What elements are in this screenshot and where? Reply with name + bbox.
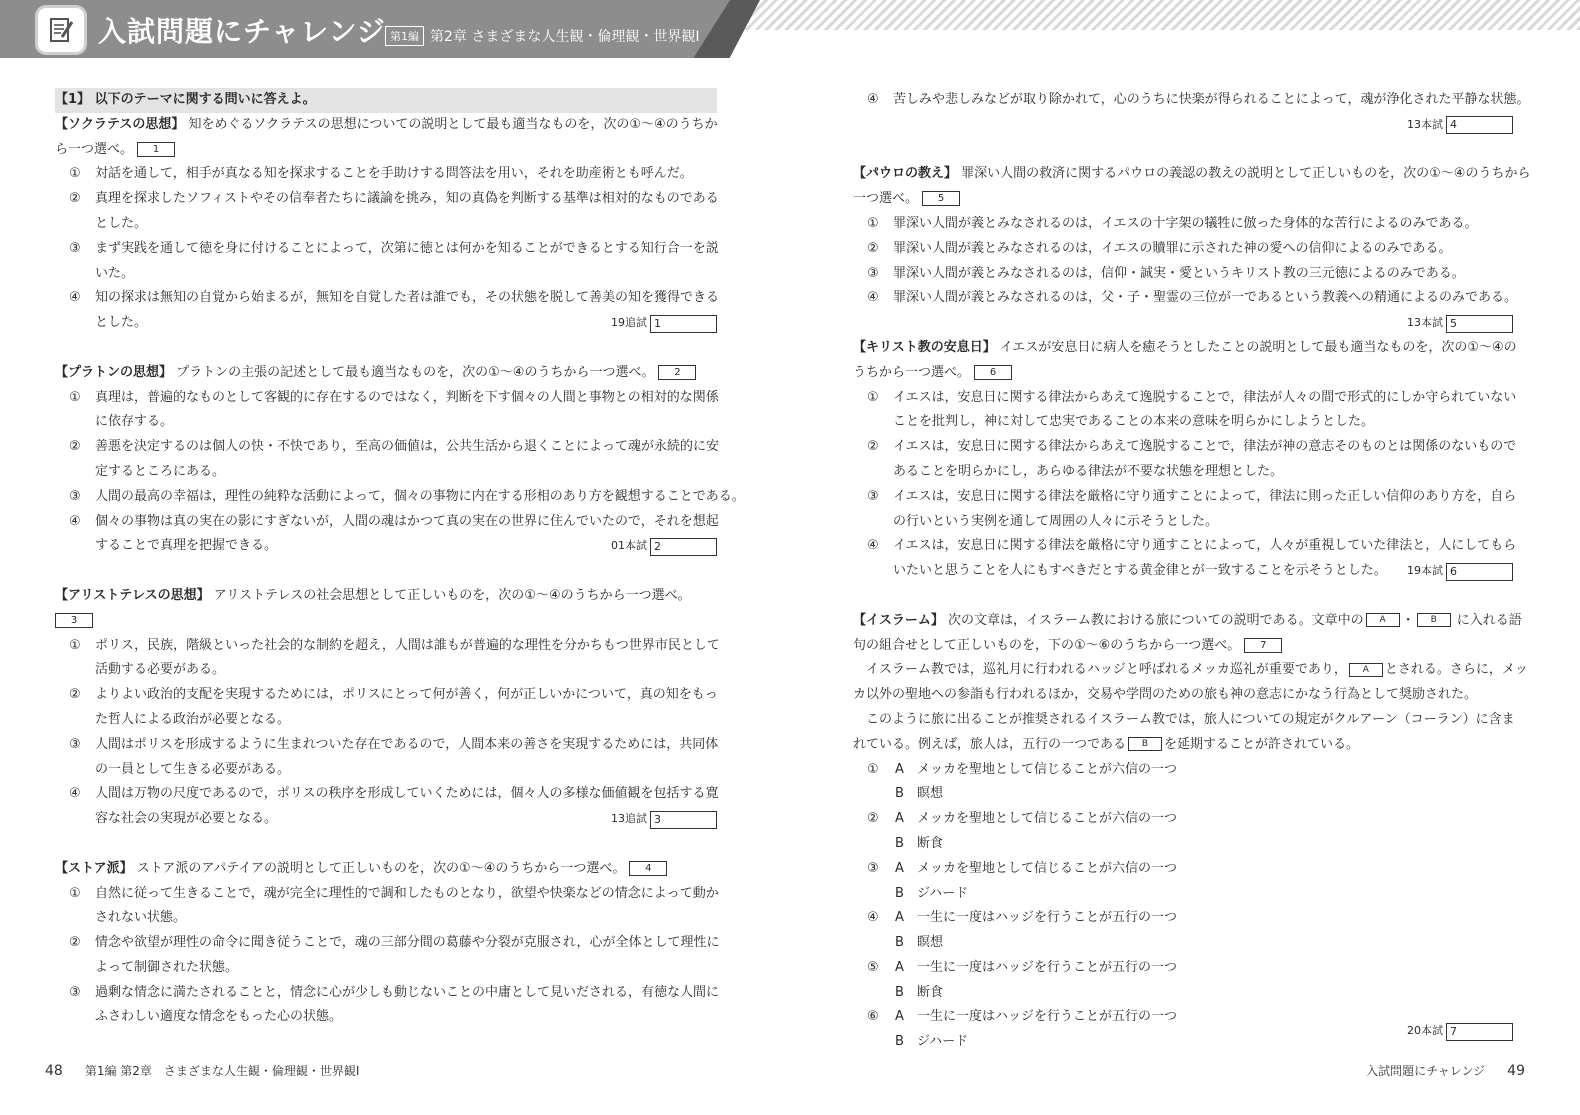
option-item: ④ イエスは，安息日に関する律法を厳格に守り通すことによって，人々が重視していた律法と，人にしてもら xyxy=(867,538,1517,554)
header-title: 入試問題にチャレンジ xyxy=(98,15,386,48)
option-item: ⑥ A 一生に一度はハッジを行うことが五行の一つ xyxy=(867,1009,1178,1025)
option-continuation: B 断食 xyxy=(895,835,944,851)
answer-box: 2 xyxy=(650,538,717,556)
page-number-left: 48 xyxy=(45,1062,63,1079)
option-item: ③ 罪深い人間が義とみなされるのは，信仰・誠実・愛というキリスト教の三元徳によるのみである。 xyxy=(867,265,1465,281)
islam-passage: れている。例えば，旅人は，五行の一つである B を延期することが許されている。 xyxy=(853,736,1360,752)
islam-stem-cont: 句の組合せとして正しいものを，下の①～⑥のうちから一つ選べ。 7 xyxy=(853,634,1513,659)
option-item: ③ 人間はポリスを形成するように生まれついた存在であるので，人間本来の善さを実現するためには，共同体 xyxy=(69,736,719,752)
option-continuation: B ジハード xyxy=(895,885,969,901)
footer-chapter-text: 第1編 第2章 さまざまな人生観・倫理観・世界観Ⅰ xyxy=(84,1064,360,1078)
option-item: ③ A メッカを聖地として信じることが六信の一つ xyxy=(867,860,1178,876)
page-header xyxy=(0,0,1580,58)
islam-passage: このように旅に出ることが推奨されるイスラーム教では，旅人についての規定がクルアーン（コーラン）に含ま xyxy=(866,711,1515,727)
option-continuation: B 瞑想 xyxy=(895,786,944,802)
answer-number-box: 3 xyxy=(55,613,93,628)
option-item: ② 善悪を決定するのは個人の快・不快であり，至高の価値は，公共生活から退くことによって魂が永続的に安 xyxy=(69,439,720,455)
option-continuation: されない状態。 xyxy=(95,910,187,926)
paul-stem-cont: 一つ選べ。 5 xyxy=(853,187,1513,212)
blank-a: A xyxy=(1366,613,1400,627)
blank-a: A xyxy=(1349,663,1383,677)
plato-stem: 【プラトンの思想】 プラトンの主張の記述として最も適当なものを，次の①～④のうちから一つ選べ。 2 xyxy=(55,361,717,386)
answer-box: 6 xyxy=(1446,563,1513,581)
stoa-title: 【ストア派】 xyxy=(55,860,133,876)
answer-number-box: 2 xyxy=(658,365,696,380)
exam-citation: 13追試 3 xyxy=(611,807,717,832)
option-item: ② 罪深い人間が義とみなされるのは，イエスの贖罪に示された神の愛への信仰によるのみである。 xyxy=(867,240,1452,256)
option-continuation: いた。 xyxy=(95,265,135,281)
right-column xyxy=(853,88,1531,1055)
option-continuation: B 瞑想 xyxy=(895,935,944,951)
socrates-title: 【ソクラテスの思想】 xyxy=(55,116,185,132)
islam-title: 【イスラーム】 xyxy=(853,612,944,628)
header-chapter xyxy=(385,26,700,46)
answer-number-box: 4 xyxy=(629,861,667,876)
footer-title-text: 入試問題にチャレンジ xyxy=(1366,1064,1486,1078)
option-item: ③ 過剰な情念に満たされることと，情念に心が少しも動じないことの中庸として見いだされる，有徳な人間に xyxy=(69,984,720,1000)
option-continuation: 容な社会の実現が必要となる。 13追試 3 xyxy=(55,807,717,832)
option-continuation: とした。 xyxy=(95,215,148,231)
option-item: ① ポリス，民族，階級といった社会的な制約を超え，人間は誰もが普遍的な理性を分かちもつ世界市民として xyxy=(69,637,720,653)
option-item: ④ 人間は万物の尺度であるので，ポリスの秩序を形成していくためには，個々人の多様な価値観を包括する寛 xyxy=(69,786,719,802)
socrates-stem-cont: ら一つ選べ。 1 xyxy=(55,138,717,163)
exam-citation: 19追試 1 xyxy=(611,311,717,336)
header-chapter-title: 第2章 さまざまな人生観・倫理観・世界観Ⅰ xyxy=(430,29,700,45)
option-item: ④ 苦しみや悲しみなどが取り除かれて，心のうちに快楽が得られることによって，魂が浄化された平静な状態。 xyxy=(867,92,1530,107)
stoa-stem: 【ストア派】 ストア派のアパテイアの説明として正しいものを，次の①～④のうちから一つ選べ。 4 xyxy=(55,857,717,882)
answer-box: 4 xyxy=(1446,116,1513,134)
exam-citation: 20本試 7 xyxy=(1407,1019,1513,1044)
sabbath-title: 【キリスト教の安息日】 xyxy=(853,339,996,355)
option-item: ③ 人間の最高の幸福は，理性の純粋な活動によって，個々の事物に内在する形相のあり方を観想することである。 xyxy=(69,488,745,504)
left-column xyxy=(55,88,745,1030)
option-item: ② よりよい政治的支配を実現するためには，ポリスにとって何が善く，何が正しいかについて，真の知をもっ xyxy=(69,687,718,703)
footer-left xyxy=(45,1062,359,1079)
option-continuation: ふさわしい適度な情念をもった心の状態。 xyxy=(95,1009,343,1025)
option-item: ④ A 一生に一度はハッジを行うことが五行の一つ xyxy=(867,910,1178,926)
option-continuation: の行いという実例を通して周囲の人々に示そうとした。 xyxy=(893,513,1219,529)
option-continuation: に依存する。 xyxy=(95,414,174,430)
option-item: ④ 知の探求は無知の自覚から始まるが，無知を自覚した者は誰でも，その状態を脱して善美の知を獲得できる xyxy=(69,290,720,306)
option-item: ④ 個々の事物は真の実在の影にすぎないが，人間の魂はかつて真の実在の世界に住んでいたので，それを想起 xyxy=(69,513,719,529)
answer-box: 5 xyxy=(1446,315,1513,333)
option-continuation: た哲人による政治が必要となる。 xyxy=(95,711,291,727)
option-continuation: とした。 19追試 1 xyxy=(55,311,717,336)
option-continuation: 定するところにある。 xyxy=(95,463,226,479)
exam-citation: 13本試 5 xyxy=(853,311,1513,336)
notebook-pencil-icon xyxy=(38,8,84,52)
option-continuation: ことを批判し，神に対して忠実であることの本来の意味を明らかにしようとした。 xyxy=(893,414,1375,430)
answer-number-box: 7 xyxy=(1244,638,1282,653)
paul-stem: 【パウロの教え】 罪深い人間の救済に関するパウロの義認の教えの説明として正しいものを，次の①～④のうちから xyxy=(853,166,1531,182)
option-continuation: いたいと思うことを人にもすべきだとする黄金律とが一致することを示そうとした。 19本試 6 xyxy=(853,559,1513,584)
option-item: ② 真理を探求したソフィストやその信奉者たちに議論を挑み，知の真偽を判断する基準は相対的なものである xyxy=(69,191,719,207)
blank-b: B xyxy=(1417,613,1451,627)
header-stripe-decoration xyxy=(700,0,1580,30)
islam-stem: 【イスラーム】 次の文章は，イスラーム教における旅についての説明である。文章中の A ・ B に入れる語 xyxy=(853,612,1522,628)
header-part-tag: 第1編 xyxy=(385,26,424,46)
option-continuation: あることを明らかにし，あらゆる律法が不要な状態を理想とした。 xyxy=(893,463,1284,479)
option-item: ⑤ A 一生に一度はハッジを行うことが五行の一つ xyxy=(867,959,1178,975)
aristotle-box-line xyxy=(55,609,717,634)
option-continuation: 活動する必要がある。 xyxy=(95,662,226,678)
option-item: ④ 罪深い人間が義とみなされるのは，父・子・聖霊の三位が一であるという教義への精通によるのみである。 xyxy=(867,290,1518,306)
answer-number-box: 6 xyxy=(974,365,1012,380)
option-continuation: B ジハード 20本試 7 xyxy=(853,1030,1513,1055)
option-item: ② イエスは，安息日に関する律法からあえて逸脱することで，律法が神の意志そのものとは関係のないもので xyxy=(867,439,1517,455)
socrates-stem: 【ソクラテスの思想】 知をめぐるソクラテスの思想についての説明として最も適当なものを，次の①～④のうちか xyxy=(55,116,718,132)
option-continuation: することで真理を把握できる。 01本試 2 xyxy=(55,534,717,559)
page-number-right: 49 xyxy=(1507,1062,1525,1079)
plato-title: 【プラトンの思想】 xyxy=(55,364,173,380)
option-item: ② 情念や欲望が理性の命令に聞き従うことで，魂の三部分間の葛藤や分裂が克服され，心が全体として理性に xyxy=(69,935,720,951)
option-item: ③ イエスは，安息日に関する律法を厳格に守り通すことによって，律法に則った正しい信仰のあり方を，自ら xyxy=(867,488,1517,504)
answer-box: 7 xyxy=(1446,1023,1513,1041)
aristotle-title: 【アリストテレスの思想】 xyxy=(55,587,210,603)
paul-title: 【パウロの教え】 xyxy=(853,166,958,182)
option-item: ② A メッカを聖地として信じることが六信の一つ xyxy=(867,811,1178,827)
footer-right xyxy=(1366,1062,1525,1079)
option-item: ① 真理は，普遍的なものとして客観的に存在するのではなく，判断を下す個々の人間と事物との相対的な関係 xyxy=(69,389,719,405)
answer-box: 3 xyxy=(650,811,717,829)
option-item: ① 罪深い人間が義とみなされるのは，イエスの十字架の犠牲に倣った身体的な苦行によるのみである。 xyxy=(867,215,1478,231)
answer-number-box: 5 xyxy=(922,191,960,206)
blank-b: B xyxy=(1128,737,1162,751)
option-continuation: B 断食 xyxy=(895,984,944,1000)
answer-number-box: 1 xyxy=(137,142,175,157)
exam-citation: 01本試 2 xyxy=(611,534,717,559)
exam-citation: 13本試 4 xyxy=(853,113,1513,138)
answer-box: 1 xyxy=(650,315,717,333)
option-item: ① A メッカを聖地として信じることが六信の一つ xyxy=(867,761,1178,777)
option-item: ① イエスは，安息日に関する律法からあえて逸脱することで，律法が人々の間で形式的にしか守られていない xyxy=(867,389,1517,405)
option-item: ① 対話を通して，相手が真なる知を探求することを手助けする問答法を用い，それを助産術とも呼んだ。 xyxy=(69,166,693,182)
question-1-heading: 【1】 以下のテーマに関する問いに答えよ。 xyxy=(55,88,717,113)
sabbath-stem-cont: うちから一つ選べ。 6 xyxy=(853,361,1513,386)
option-continuation: の一員として生きる必要がある。 xyxy=(95,761,291,777)
option-item: ① 自然に従って生きることで，魂が完全に理性的で調和したものとなり，欲望や快楽などの情念によって動か xyxy=(69,885,719,901)
islam-passage: イスラーム教では，巡礼月に行われるハッジと呼ばれるメッカ巡礼が重要であり， A とされる。さらに，メッ xyxy=(866,662,1528,678)
aristotle-stem: 【アリストテレスの思想】 アリストテレスの社会思想として正しいものを，次の①～④のうちから一つ選べ。 xyxy=(55,587,691,603)
option-continuation: よって制御された状態。 xyxy=(95,959,239,975)
option-item: ③ まず実践を通して徳を身に付けることによって，次第に徳とは何かを知ることができるとする知行合一を説 xyxy=(69,240,719,256)
islam-passage: カ以外の聖地への参詣も行われるほか，交易や学問のための旅も神の意志にかなう行為として奨励された。 xyxy=(853,687,1478,703)
sabbath-stem: 【キリスト教の安息日】 イエスが安息日に病人を癒そうとしたことの説明として最も適当なものを，次の①～④の xyxy=(853,339,1517,355)
exam-citation: 19本試 6 xyxy=(1407,559,1513,584)
